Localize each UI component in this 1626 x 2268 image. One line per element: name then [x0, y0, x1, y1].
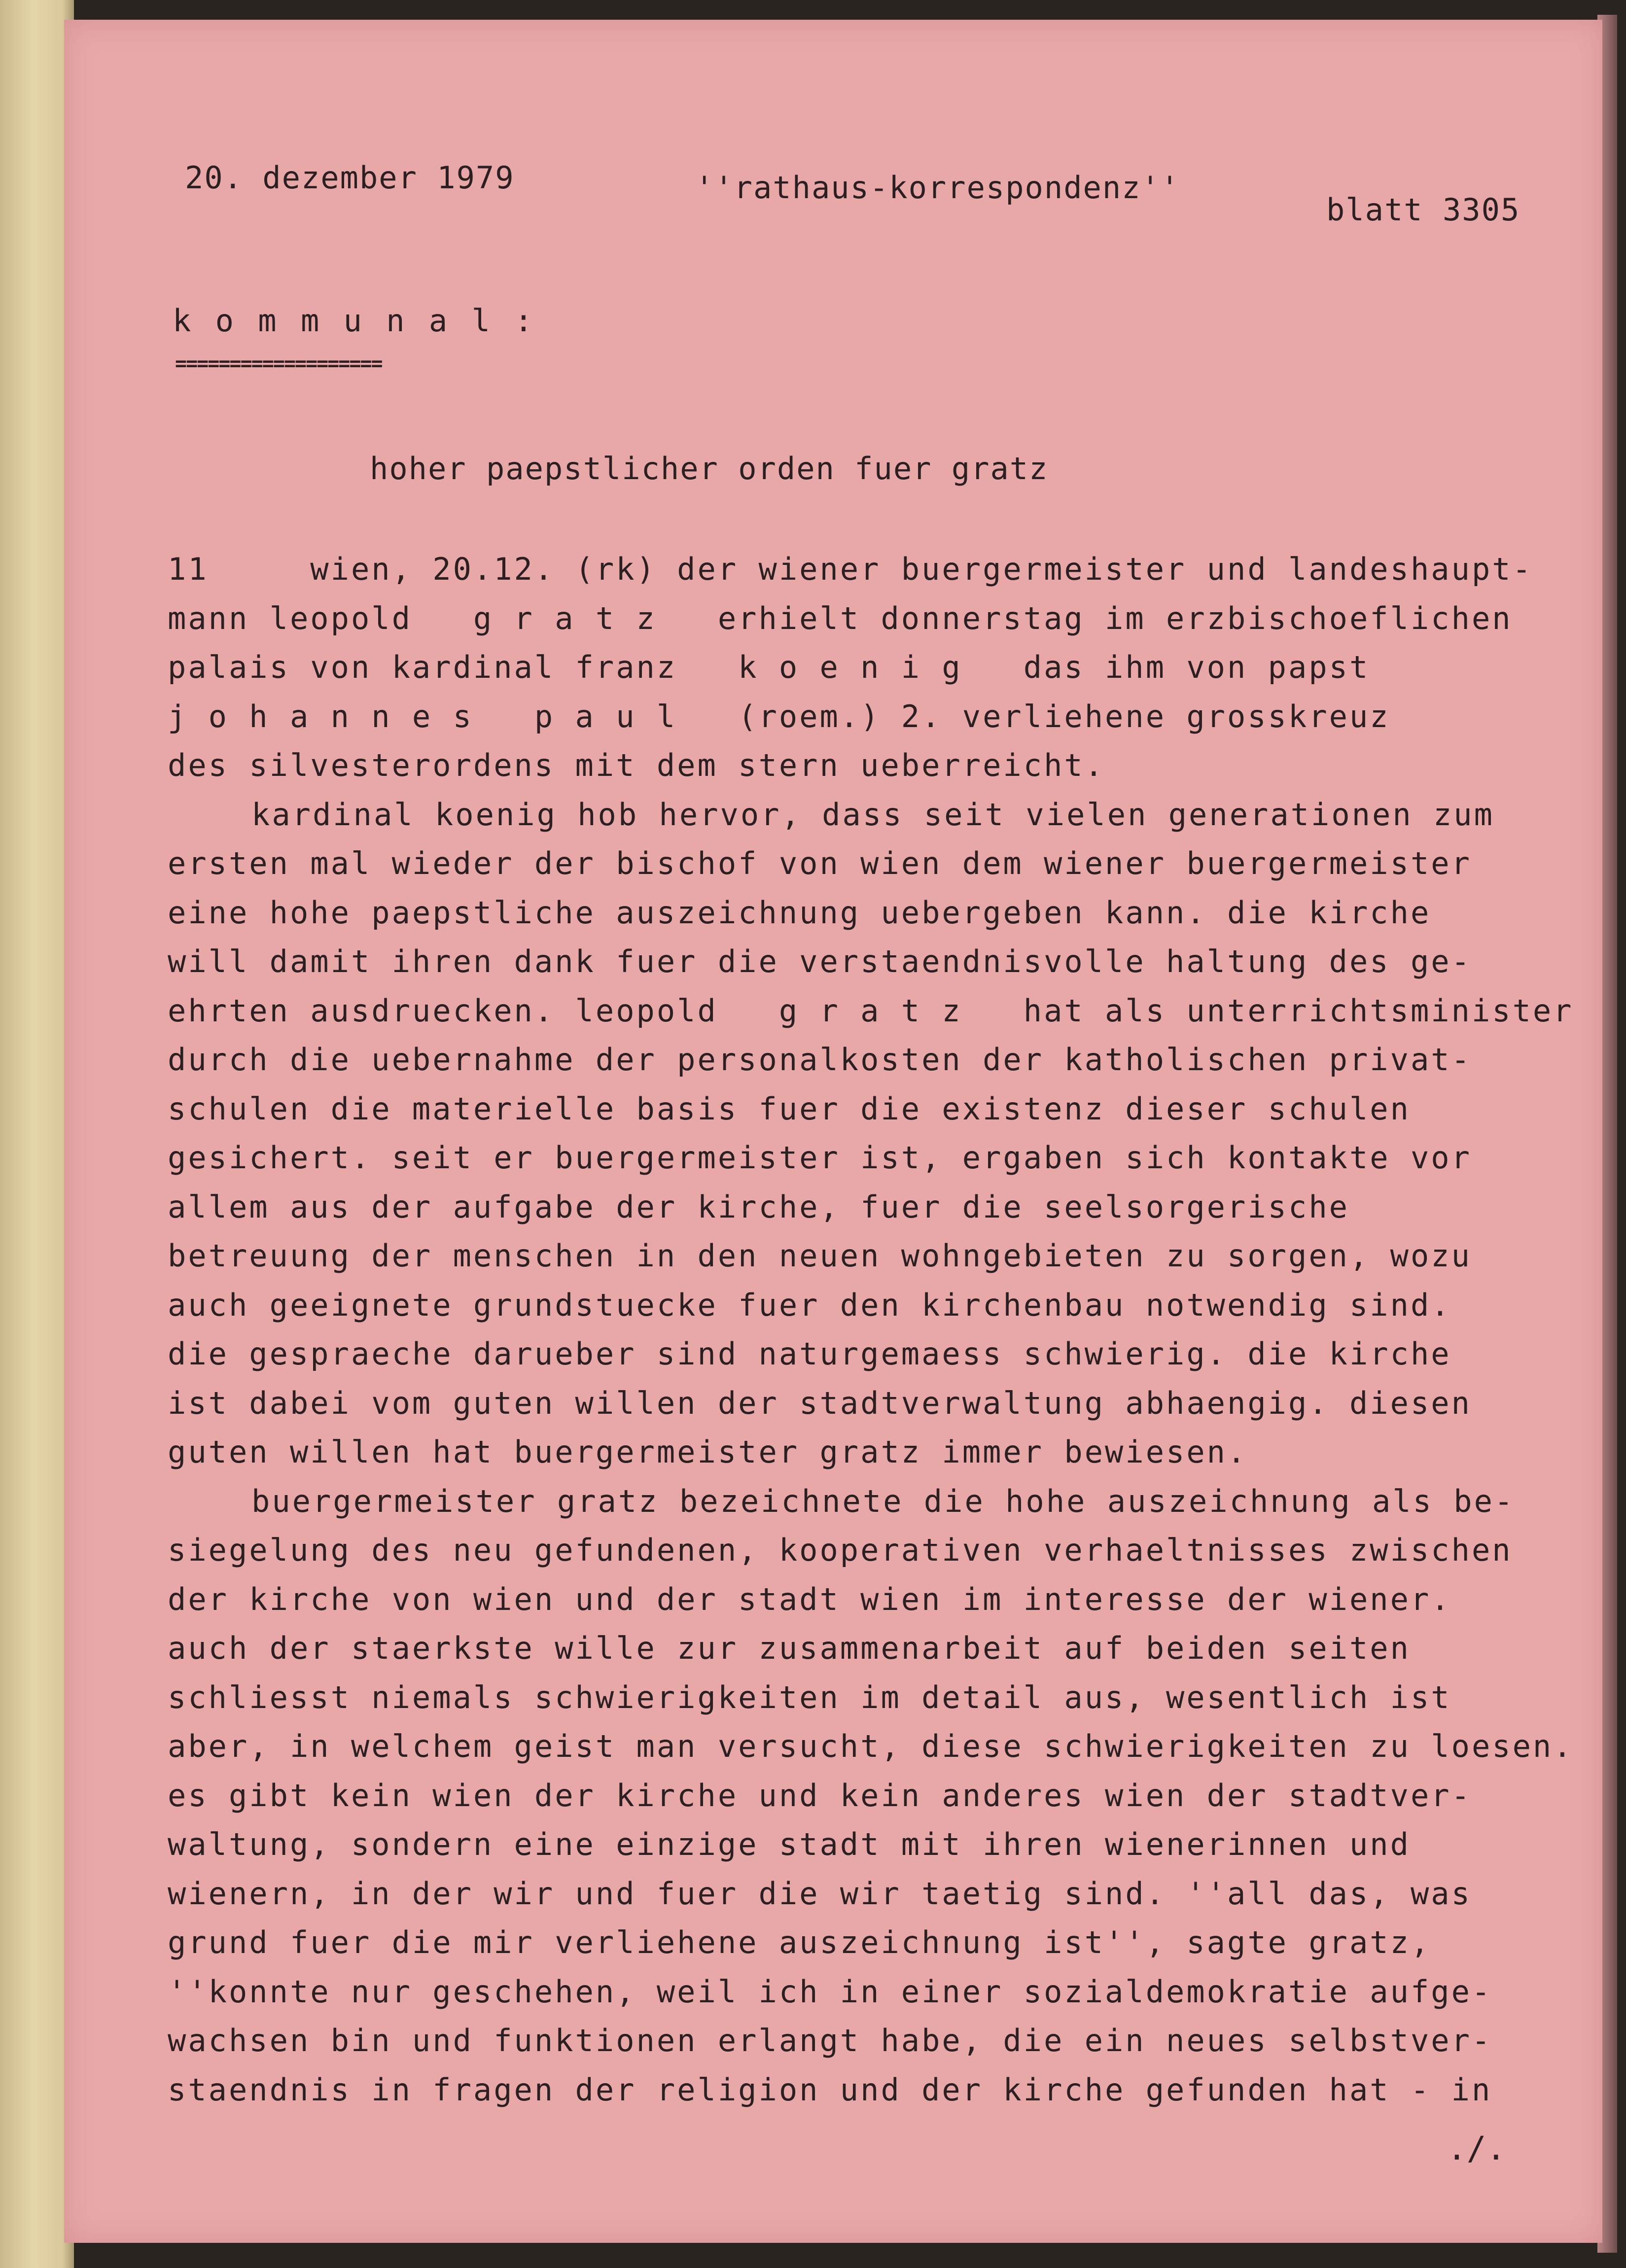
body-line: gesichert. seit er buergermeister ist, ergaben sich kontakte vor: [168, 1140, 1472, 1176]
body-line: ersten mal wieder der bischof von wien dem wiener buergermeister: [168, 845, 1472, 881]
body-line: siegelung des neu gefundenen, kooperativen verhaeltnisses zwischen: [168, 1532, 1513, 1568]
section-label: k o m m u n a l :: [173, 303, 536, 339]
body-line: auch geeignete grundstuecke fuer den kirchenbau notwendig sind.: [168, 1287, 1451, 1323]
body-line: es gibt kein wien der kirche und kein anderes wien der stadtver-: [168, 1777, 1472, 1814]
body-line: wachsen bin und funktionen erlangt habe, die ein neues selbstver-: [168, 2023, 1492, 2059]
body-line: allem aus der aufgabe der kirche, fuer die seelsorgerische: [168, 1188, 1349, 1225]
body-line: j o h a n n e s p a u l (roem.) 2. verliehene grosskreuz: [168, 698, 1390, 734]
body-line: palais von kardinal franz k o e n i g das ihm von papst: [168, 649, 1370, 685]
binding-strip: [0, 0, 74, 2268]
body-line: die gespraeche darueber sind naturgemaess schwierig. die kirche: [168, 1336, 1451, 1372]
article-title: hoher paepstlicher orden fuer gratz: [370, 451, 1049, 487]
article-body: [168, 545, 1573, 2114]
body-line: aber, in welchem geist man versucht, diese schwierigkeiten zu loesen.: [168, 1728, 1574, 1764]
body-line: buergermeister gratz bezeichnete die hohe auszeichnung als be-: [251, 1483, 1515, 1519]
header-publication: ''rathaus-korrespondenz'': [695, 170, 1180, 206]
body-line: eine hohe paepstliche auszeichnung uebergeben kann. die kirche: [168, 894, 1431, 931]
body-line: ist dabei vom guten willen der stadtverwaltung abhaengig. diesen: [168, 1385, 1472, 1421]
header-date: 20. dezember 1979: [185, 160, 515, 196]
body-line: grund fuer die mir verliehene auszeichnung ist'', sagte gratz,: [168, 1924, 1431, 1960]
body-line: 11 wien, 20.12. (rk) der wiener buergermeister und landeshaupt-: [168, 551, 1533, 587]
body-line: des silvesterordens mit dem stern ueberreicht.: [168, 747, 1105, 783]
body-line: der kirche von wien und der stadt wien im interesse der wiener.: [168, 1581, 1451, 1617]
body-line: guten willen hat buergermeister gratz immer bewiesen.: [168, 1434, 1248, 1470]
continuation-mark: ./.: [1447, 2129, 1506, 2167]
body-line: waltung, sondern eine einzige stadt mit ihren wienerinnen und: [168, 1826, 1411, 1862]
body-line: ehrten ausdruecken. leopold g r a t z hat als unterrichtsminister: [168, 992, 1574, 1029]
body-line: mann leopold g r a t z erhielt donnerstag im erzbischoeflichen: [168, 600, 1513, 636]
body-line: kardinal koenig hob hervor, dass seit vielen generationen zum: [251, 796, 1494, 833]
body-line: staendnis in fragen der religion und der kirche gefunden hat - in: [168, 2071, 1492, 2108]
body-line: auch der staerkste wille zur zusammenarbeit auf beiden seiten: [168, 1630, 1411, 1666]
section-underline: ===================: [175, 352, 382, 375]
body-line: schulen die materielle basis fuer die existenz dieser schulen: [168, 1090, 1411, 1127]
body-line: schliesst niemals schwierigkeiten im detail aus, wesentlich ist: [168, 1679, 1451, 1715]
body-line: betreuung der menschen in den neuen wohngebieten zu sorgen, wozu: [168, 1238, 1472, 1274]
body-line: ''konnte nur geschehen, weil ich in einer sozialdemokratie aufge-: [168, 1973, 1492, 2010]
body-line: durch die uebernahme der personalkosten der katholischen privat-: [168, 1042, 1472, 1078]
header-sheet-number: blatt 3305: [1326, 192, 1520, 228]
body-line: will damit ihren dank fuer die verstaendnisvolle haltung des ge-: [168, 943, 1472, 979]
body-line: wienern, in der wir und fuer die wir taetig sind. ''all das, was: [168, 1875, 1472, 1912]
